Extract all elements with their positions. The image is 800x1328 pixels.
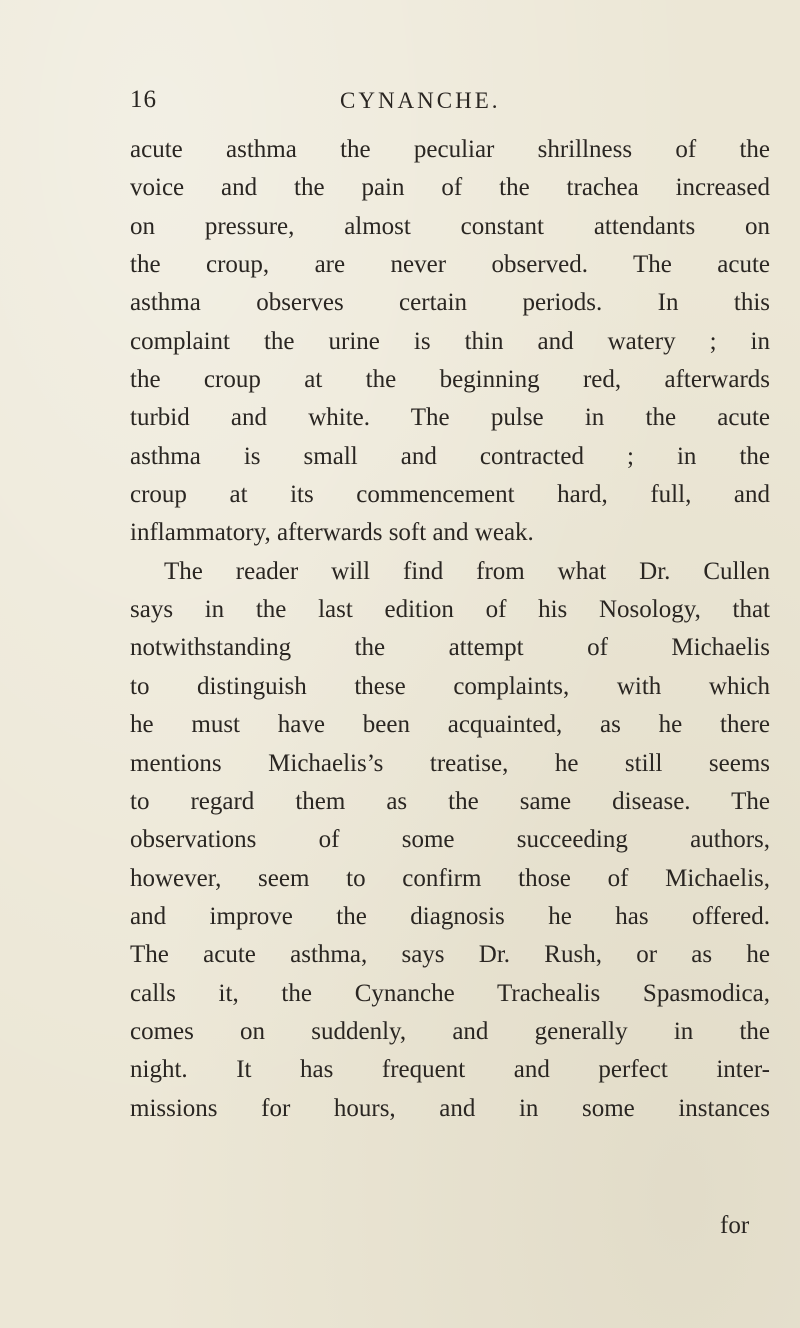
text-line: The acute asthma, says Dr. Rush, or as he <box>130 941 770 969</box>
running-head <box>130 86 770 122</box>
text-line: comes on suddenly, and generally in the <box>130 1017 770 1045</box>
text-line: voice and the pain of the trachea increased <box>130 174 770 202</box>
text-line: night. It has frequent and perfect inter- <box>130 1056 770 1084</box>
text-line: turbid and white. The pulse in the acute <box>130 404 770 432</box>
page-number: 16 <box>130 86 157 113</box>
text-line: calls it, the Cynanche Trachealis Spasmodica, <box>130 979 770 1007</box>
text-line: to regard them as the same disease. The <box>130 787 770 815</box>
text-line: missions for hours, and in some instances <box>130 1094 770 1122</box>
paragraph-first-line: The reader will find from what Dr. Cullen <box>164 557 770 585</box>
text-line: asthma observes certain periods. In this <box>130 289 770 317</box>
text-line: on pressure, almost constant attendants on <box>130 212 770 240</box>
text-line: however, seem to confirm those of Michaelis, <box>130 864 770 892</box>
text-line: complaint the urine is thin and watery ; in <box>130 327 770 355</box>
text-line: he must have been acquainted, as he there <box>130 711 770 739</box>
text-line: the croup, are never observed. The acute <box>130 251 770 279</box>
body-text <box>130 131 770 1128</box>
text-line: the croup at the beginning red, afterwards <box>130 366 770 394</box>
text-line: and improve the diagnosis he has offered. <box>130 902 770 930</box>
text-line: croup at its commencement hard, full, and <box>130 481 770 509</box>
catchword: for <box>720 1212 750 1239</box>
running-title: CYNANCHE. <box>340 88 501 113</box>
text-line: observations of some succeeding authors, <box>130 826 770 854</box>
text-line: says in the last edition of his Nosology, that <box>130 596 770 624</box>
text-line: mentions Michaelis’s treatise, he still seems <box>130 749 770 777</box>
text-line: notwithstanding the attempt of Michaelis <box>130 634 770 662</box>
text-line: inflammatory, afterwards soft and weak. <box>130 519 534 547</box>
text-line: acute asthma the peculiar shrillness of the <box>130 136 770 163</box>
text-line: asthma is small and contracted ; in the <box>130 442 770 470</box>
text-line: to distinguish these complaints, with which <box>130 672 770 700</box>
